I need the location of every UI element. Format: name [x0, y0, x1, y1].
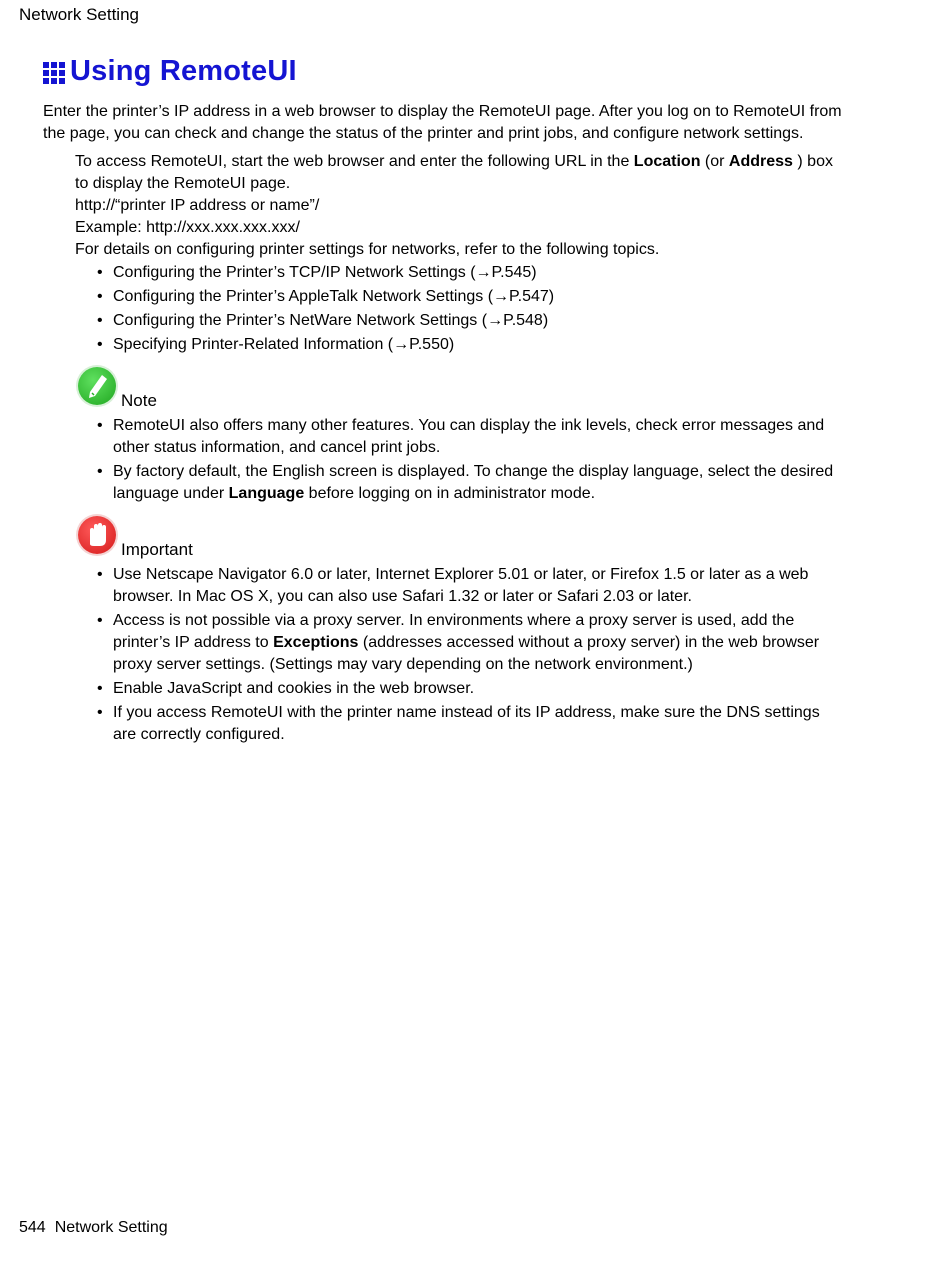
url-format: http://“printer IP address or name”/ [75, 197, 320, 214]
access-paragraph [75, 151, 845, 195]
topic-link-appletalk[interactable]: • Configuring the Printer’s AppleTalk Network Settings (→P.547) [97, 288, 555, 305]
url-example: Example: http://xxx.xxx.xxx.xxx/ [75, 219, 300, 236]
page-number: 544 [19, 1219, 46, 1236]
note-list [75, 415, 845, 507]
important-text: (addresses accessed without a proxy server) in the web browser proxy server settings. (Settings may vary depending on the network environment.) [113, 634, 820, 673]
important-text: If you access RemoteUI with the printer name instead of its IP address, make sure the DNS settings are correctly configured. [113, 704, 820, 743]
intro-paragraph: Enter the printer’s IP address in a web browser to display the RemoteUI page. After you log on to RemoteUI from the page, you can check and change the status of the printer and print jobs, and configure network settings. [43, 103, 842, 142]
details-text: For details on configuring printer settings for networks, refer to the following topics. [75, 241, 660, 258]
important-list [75, 564, 845, 748]
topic-label: Configuring the Printer’s NetWare Network Settings (→P.548) [113, 312, 549, 329]
access-instructions [75, 151, 845, 261]
access-text-b: (or [700, 153, 729, 170]
pencil-icon [78, 367, 116, 405]
topic-list [75, 262, 835, 358]
important-heading [78, 516, 193, 559]
note-text: RemoteUI also offers many other features. You can display the ink levels, check error messages and other status information, and cancel print jobs. [113, 417, 825, 456]
note-text: By factory default, the English screen is displayed. To change the display language, select the desired language under [113, 463, 834, 502]
page-footer [19, 1219, 168, 1237]
footer-section: Network Setting [54, 1219, 168, 1236]
grid-icon [43, 62, 65, 84]
topic-link-netware[interactable]: • Configuring the Printer’s NetWare Network Settings (→P.548) [97, 312, 549, 329]
list-item: • RemoteUI also offers many other features. You can display the ink levels, check error messages and other status information, and cancel print jobs. [97, 417, 825, 456]
important-text: Use Netscape Navigator 6.0 or later, Internet Explorer 5.01 or later, or Firefox 1.5 or later as a web browser. In Mac OS X, you can also use Safari 1.32 or later or Safari 2.03 or later. [113, 566, 809, 605]
section-title-row [43, 55, 297, 88]
topic-link-printer-info[interactable]: • Specifying Printer-Related Information (→P.550) [97, 336, 455, 353]
list-item: • If you access RemoteUI with the printer name instead of its IP address, make sure the DNS settings are correctly configured. [97, 704, 820, 743]
topic-label: Configuring the Printer’s AppleTalk Network Settings (→P.547) [113, 288, 555, 305]
running-header: Network Setting [19, 5, 139, 24]
access-text-a: To access RemoteUI, start the web browser and enter the following URL in the [75, 153, 634, 170]
important-text: Enable JavaScript and cookies in the web browser. [113, 680, 475, 697]
topic-label: Specifying Printer-Related Information (→P.550) [113, 336, 455, 353]
list-item: • Use Netscape Navigator 6.0 or later, Internet Explorer 5.01 or later, or Firefox 1.5 or later as a web browser. In Mac OS X, you can also use Safari 1.32 or later or Safari 2.03 or later. [97, 566, 809, 605]
hand-stop-icon [78, 516, 116, 554]
access-text-c: ) box to display the RemoteUI page. [75, 153, 833, 192]
language-term: Language [228, 485, 305, 502]
list-item: • Access is not possible via a proxy server. In environments where a proxy server is used, add the printer’s IP address to Exceptions (addresses accessed without a proxy server) in the web browser proxy server settings. (Settings may vary depending on the network environment.) [97, 612, 820, 673]
address-term: Address [728, 153, 793, 170]
section-title: Using RemoteUI [70, 55, 297, 87]
list-item: • By factory default, the English screen is displayed. To change the display language, select the desired language under Language before logging on in administrator mode. [97, 463, 834, 502]
note-text: before logging on in administrator mode. [304, 485, 596, 502]
topic-label: Configuring the Printer’s TCP/IP Network Settings (→P.545) [113, 264, 537, 281]
topic-link-tcpip[interactable]: • Configuring the Printer’s TCP/IP Network Settings (→P.545) [97, 264, 537, 281]
location-term: Location [633, 153, 701, 170]
note-heading [78, 367, 157, 410]
important-text: Access is not possible via a proxy server. In environments where a proxy server is used, add the printer’s IP address to [113, 612, 795, 651]
note-label: Note [121, 391, 157, 410]
important-label: Important [121, 540, 193, 559]
exceptions-term: Exceptions [273, 634, 359, 651]
list-item: • Enable JavaScript and cookies in the web browser. [97, 680, 475, 697]
